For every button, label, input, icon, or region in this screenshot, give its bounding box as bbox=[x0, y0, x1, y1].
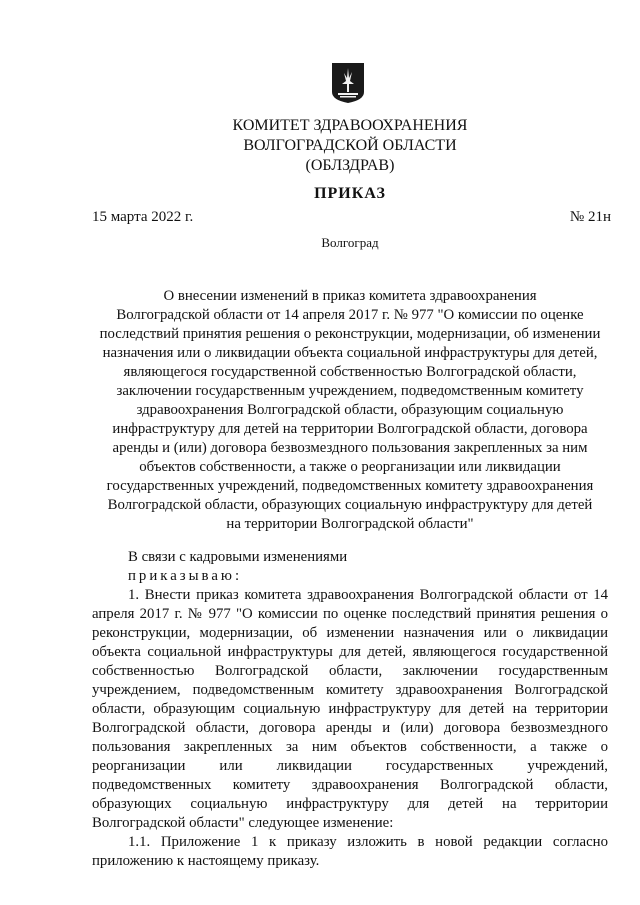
subject-line: объектов собственности, а также о реорганизации или ликвидации bbox=[139, 459, 561, 475]
document-subject bbox=[92, 287, 608, 534]
subject-line: являющегося государственной собственностью Волгоградской области, bbox=[123, 364, 577, 380]
subject-line: О внесении изменений в приказ комитета здравоохранения bbox=[163, 288, 537, 304]
subject-line: Волгоградской области от 14 апреля 2017 г. № 977 "О комиссии по оценке bbox=[116, 307, 584, 323]
org-name-line3: (ОБЛЗДРАВ) bbox=[305, 157, 395, 174]
subject-line: аренды и (или) договора безвозмездного пользования закрепленных за ним bbox=[112, 440, 588, 456]
intro-paragraph: В связи с кадровыми изменениями bbox=[128, 549, 348, 565]
subject-line: Волгоградской области, образующих социальную инфраструктуру для детей bbox=[107, 497, 593, 513]
org-name-line2: ВОЛГОГРАДСКОЙ ОБЛАСТИ bbox=[243, 137, 457, 154]
volgograd-coat-of-arms-icon bbox=[331, 62, 365, 104]
subject-line: на территории Волгоградской области" bbox=[226, 516, 474, 532]
document-body bbox=[92, 548, 608, 871]
subject-line: назначения или о ликвидации объекта социальной инфраструктуры для детей, bbox=[102, 345, 598, 361]
subject-line: здравоохранения Волгоградской области, образующим социальную bbox=[136, 402, 564, 418]
item-1-1-paragraph: 1.1. Приложение 1 к приказу изложить в новой редакции согласно приложению к настоящему приказу. bbox=[92, 834, 608, 869]
subject-line: заключении государственным учреждением, подведомственным комитету bbox=[116, 383, 584, 399]
document-city: Волгоград bbox=[321, 235, 379, 250]
document-number: № 21н bbox=[569, 209, 611, 225]
document-type: ПРИКАЗ bbox=[314, 185, 386, 202]
org-name-line1: КОМИТЕТ ЗДРАВООХРАНЕНИЯ bbox=[232, 117, 468, 134]
item-1-paragraph: 1. Внести приказ комитета здравоохранения Волгоградской области от 14 апреля 2017 г. № 977 "О комиссии по оценке последствий принятия решения о реконструкции, модернизации, об изменении назначения или о ликвидации объекта социальной инфраструктуры для детей, являющегося государственной собственностью Волгоградской области, заключении государственным учреждением, подведомственным комитету здравоохранения Волгоградской области, образующим социальную инфраструктуру для детей на территории Волгоградской области, договора аренды и (или) договора безвозмездного пользования закрепленных за ним объектов собственности, а также о реорганизации или ликвидации государственных учреждений, подведомственных комитету здравоохранения Волгоградской области, образующих социальную инфраструктуру для детей на территории Волгоградской области" следующее изменение: bbox=[92, 587, 608, 831]
order-word: приказываю: bbox=[128, 568, 243, 584]
subject-line: инфраструктуру для детей на территории Волгоградской области, договора bbox=[112, 421, 588, 437]
org-name bbox=[0, 116, 640, 176]
subject-line: последствий принятия решения о реконструкции, модернизации, об изменении bbox=[99, 326, 601, 342]
subject-line: государственных учреждений, подведомственных комитету здравоохранения bbox=[106, 478, 594, 494]
document-date: 15 марта 2022 г. bbox=[92, 209, 194, 225]
